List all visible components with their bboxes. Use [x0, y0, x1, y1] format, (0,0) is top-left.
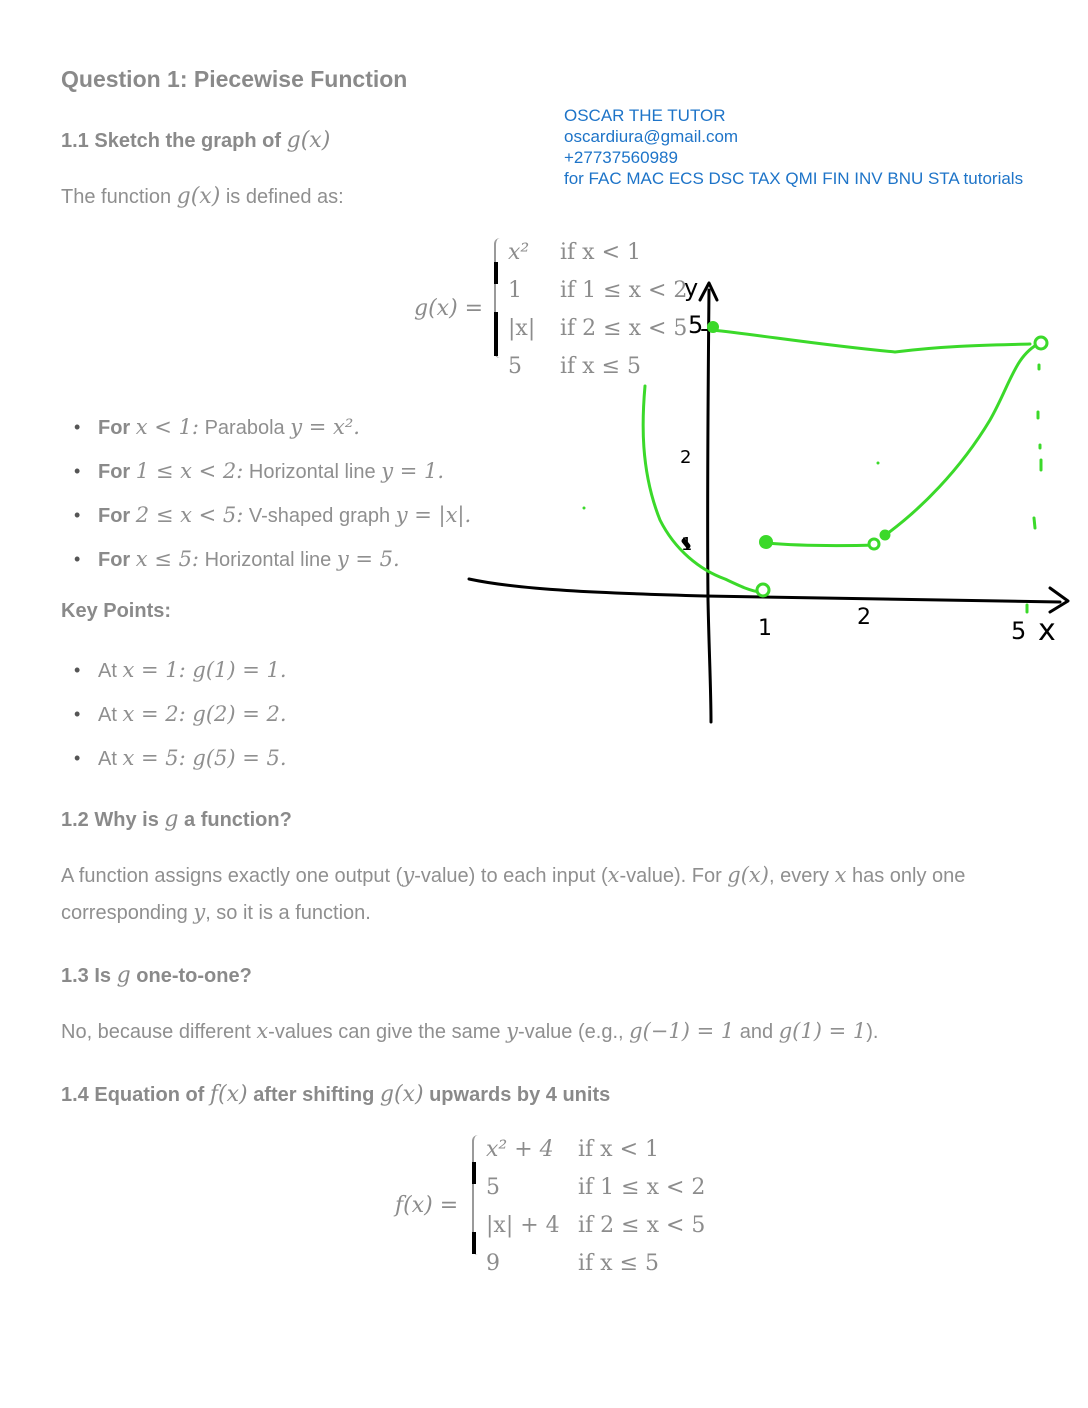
f-case-expr: x² + 4: [486, 1137, 554, 1162]
math: y: [506, 1019, 518, 1043]
text: No, because different: [61, 1021, 251, 1043]
f-lhs: f(x) =: [395, 1193, 459, 1218]
f-case-expr: 5: [486, 1175, 500, 1200]
bullet-math2: y = |x|.: [395, 503, 472, 527]
y-axis-line: [708, 290, 711, 722]
bullet-text: Parabola: [204, 417, 285, 439]
g-case-expr: 5: [508, 354, 522, 379]
f-case-cond: if 1 ≤ x < 2: [578, 1175, 706, 1200]
y-label-2: 2: [680, 447, 692, 468]
heading-math: f(x): [209, 1082, 248, 1107]
heading-math: g: [116, 963, 131, 988]
text: corresponding: [61, 902, 188, 924]
f-case-expr: |x| + 4: [486, 1213, 560, 1238]
f-case-expr: 9: [486, 1251, 500, 1276]
bullet-text: Horizontal line: [248, 461, 376, 483]
g-case-expr: 1: [508, 278, 522, 303]
g-case-cond: if x ≤ 5: [560, 354, 641, 379]
kp-math: x = 5: g(5) = 5.: [122, 746, 287, 770]
kp-text: At: [98, 704, 117, 726]
g-lhs: g(x) =: [414, 296, 484, 321]
g-case-cond: if 2 ≤ x < 5: [560, 316, 688, 341]
x-label-1: 1: [758, 616, 772, 641]
kp-math: x = 1: g(1) = 1.: [122, 658, 287, 682]
kp-text: At: [98, 660, 117, 682]
page-title: Question 1: Piecewise Function: [61, 66, 408, 92]
open-point-x2: [869, 539, 879, 549]
math: g(−1) = 1: [629, 1019, 735, 1043]
bullet-math: x ≤ 5:: [135, 547, 200, 571]
math: y: [402, 863, 415, 887]
dashed-guide: [1027, 365, 1041, 612]
g-case-expr: |x|: [508, 316, 536, 341]
x-label-2: 2: [857, 605, 871, 630]
g-case-expr: x²: [508, 240, 530, 265]
bullet-bold: For: [98, 417, 131, 439]
intro-math: g(x): [176, 184, 221, 209]
open-point-x1: [757, 584, 769, 596]
open-point-end-y5: [1035, 337, 1047, 349]
stray-dot: [877, 462, 880, 465]
stray-dot: [583, 507, 586, 510]
math: g(1) = 1: [778, 1019, 867, 1043]
heading-math: g: [164, 807, 179, 832]
rising-piece: [884, 343, 1040, 536]
bullet-math2: y = 5.: [336, 547, 400, 571]
math: x: [607, 863, 620, 887]
kp-math: x = 2: g(2) = 2.: [122, 702, 287, 726]
g-case-cond: if x < 1: [560, 240, 641, 265]
bullet-math2: y = 1.: [381, 459, 445, 483]
text: has only one: [851, 865, 966, 887]
text: A function assigns exactly one output (: [61, 865, 403, 887]
contact-tutorials: for FAC MAC ECS DSC TAX QMI FIN INV BNU STA tutorials: [564, 169, 1024, 188]
heading-text: 1.1 Sketch the graph of: [61, 130, 282, 152]
contact-email: oscardiura@gmail.com: [564, 127, 739, 146]
heading-text: 1.4 Equation of: [61, 1084, 205, 1106]
math: x: [256, 1019, 269, 1043]
math: y: [193, 900, 206, 924]
x-axis-label: x: [1038, 613, 1056, 648]
closed-point-start-y5: [708, 322, 718, 332]
horizontal-piece-y1: [767, 543, 878, 546]
heading-text: 1.3 Is: [61, 965, 112, 987]
y-axis-label: y: [684, 274, 699, 302]
contact-phone: +27737560989: [564, 148, 678, 167]
text: and: [739, 1021, 774, 1043]
bullet-bold: For: [98, 549, 131, 571]
text: , so it is a function.: [205, 902, 371, 924]
kp-text: At: [98, 748, 117, 770]
horizontal-piece-y5: [712, 330, 1030, 352]
y-label-1: 1: [681, 534, 693, 555]
x-axis-arrow: [1050, 588, 1068, 612]
bullet-math: 2 ≤ x < 5:: [135, 503, 244, 527]
bullet-math2: y = x².: [290, 415, 360, 439]
bullet-text: Horizontal line: [204, 549, 332, 571]
bullet-bold: For: [98, 505, 131, 527]
f-case-cond: if 2 ≤ x < 5: [578, 1213, 706, 1238]
x-label-5: 5: [1011, 617, 1027, 645]
f-case-cond: if x < 1: [578, 1137, 659, 1162]
intro-text: The function: [61, 186, 172, 208]
parabola-piece: [643, 386, 760, 592]
heading-text-end: a function?: [184, 809, 292, 831]
text: -value) to each input (: [414, 865, 608, 887]
f-case-cond: if x ≤ 5: [578, 1251, 659, 1276]
text: , every: [768, 865, 829, 887]
text: -value). For: [619, 865, 722, 887]
bullet-bold: For: [98, 461, 131, 483]
closed-point-y1: [760, 536, 772, 548]
y-label-5: 5: [688, 311, 704, 339]
heading-text-end: upwards by 4 units: [429, 1084, 611, 1106]
bullet-text: V-shaped graph: [248, 505, 391, 527]
math: g(x): [727, 863, 769, 887]
text: ).: [866, 1021, 879, 1043]
heading-math: g(x): [286, 128, 331, 153]
contact-name: OSCAR THE TUTOR: [564, 106, 726, 125]
math: x: [834, 863, 847, 887]
heading-math: g(x): [379, 1082, 424, 1107]
bullet-math: 1 ≤ x < 2:: [135, 459, 244, 483]
text: -value (e.g.,: [517, 1021, 624, 1043]
key-points-heading: Key Points:: [61, 600, 172, 622]
heading-text: after shifting: [253, 1084, 375, 1106]
g-case-cond: if 1 ≤ x < 2: [560, 278, 688, 303]
intro-text-end: is defined as:: [225, 186, 344, 208]
text: -values can give the same: [268, 1021, 501, 1043]
closed-point-x2: [881, 531, 890, 540]
heading-text-end: one-to-one?: [136, 965, 252, 987]
heading-text: 1.2 Why is: [61, 809, 159, 831]
bullet-math: x < 1:: [135, 415, 200, 439]
